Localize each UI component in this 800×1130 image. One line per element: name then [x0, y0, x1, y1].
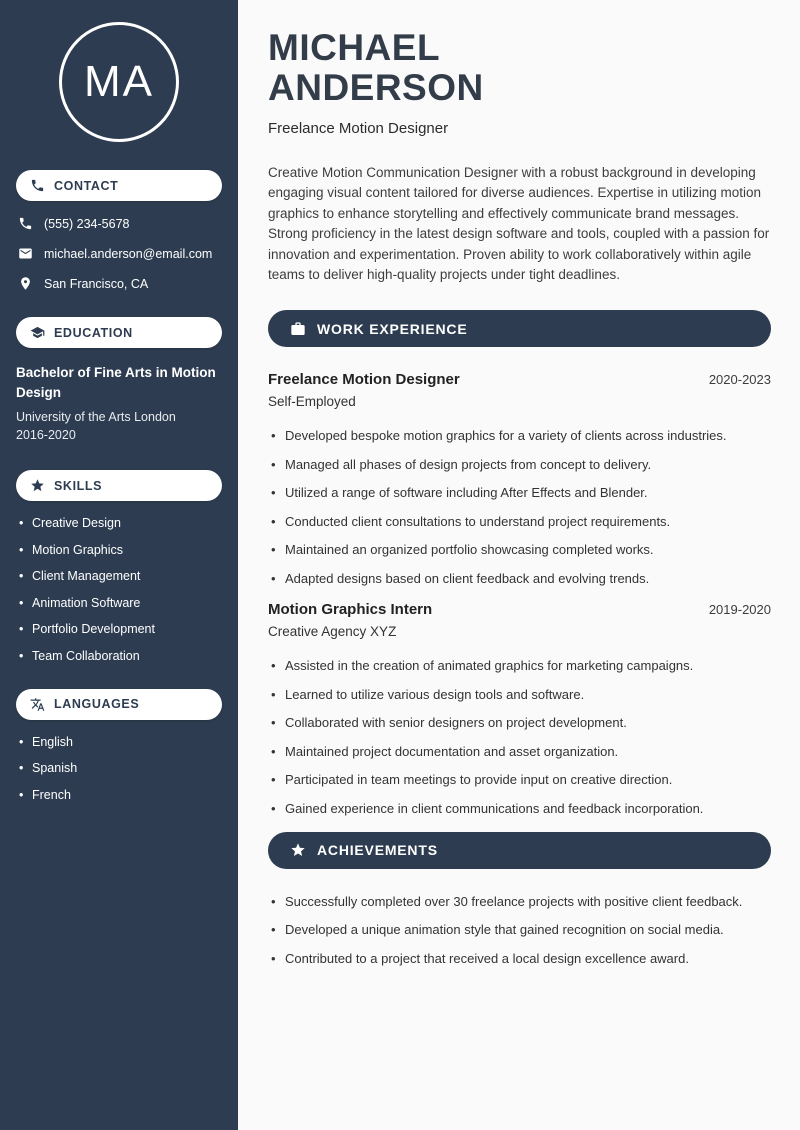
- contact-location: [18, 276, 220, 291]
- job-entry: [268, 601, 771, 817]
- job-bullet: • Maintained an organized portfolio showcasing completed works.: [268, 541, 771, 559]
- contact-email-value: michael.anderson@email.com: [44, 246, 213, 261]
- email-icon: [18, 246, 33, 261]
- skill-item: • Client Management: [18, 569, 220, 583]
- contact-location-value: San Francisco, CA: [44, 276, 149, 291]
- job-company: Self-Employed: [268, 394, 356, 409]
- translate-icon: [30, 697, 45, 712]
- job-bullet: • Maintained project documentation and asset organization.: [268, 743, 771, 761]
- language-item: • English: [18, 735, 220, 749]
- languages-heading-label: LANGUAGES: [54, 697, 140, 712]
- language-item: • French: [18, 788, 220, 802]
- avatar: [59, 22, 179, 142]
- job-bullet: • Participated in team meetings to provide input on creative direction.: [268, 771, 771, 789]
- person-job-title: Freelance Motion Designer: [268, 119, 449, 137]
- job-head: [268, 371, 771, 388]
- star-icon: [290, 842, 306, 858]
- skills-section: [16, 470, 222, 663]
- skill-item: • Portfolio Development: [18, 622, 220, 636]
- work-experience-banner: [268, 310, 771, 347]
- avatar-initials: MA: [84, 57, 154, 106]
- person-name: [268, 28, 771, 108]
- education-degree: Bachelor of Fine Arts in Motion Design: [16, 365, 216, 400]
- skill-item: • Creative Design: [18, 516, 220, 530]
- job-bullet: • Learned to utilize various design tools and software.: [268, 686, 771, 704]
- skills-heading: [16, 470, 222, 501]
- job-dates: 2019-2020: [708, 602, 771, 618]
- job-title: Motion Graphics Intern: [268, 601, 433, 619]
- briefcase-icon: [290, 321, 306, 337]
- graduation-cap-icon: [30, 325, 45, 340]
- achievement-bullet: • Developed a unique animation style that gained recognition on social media.: [268, 921, 771, 939]
- job-dates: 2020-2023: [708, 372, 771, 387]
- contact-section: [16, 170, 222, 291]
- job-bullets: [268, 657, 771, 817]
- job-bullet: • Collaborated with senior designers on project development.: [268, 714, 771, 732]
- skills-list: [18, 516, 220, 663]
- achievement-bullet: • Successfully completed over 30 freelance projects with positive client feedback.: [268, 893, 771, 911]
- job-bullet: • Gained experience in client communications and feedback incorporation.: [268, 800, 771, 818]
- education-section: [16, 317, 222, 444]
- achievements-heading: ACHIEVEMENTS: [317, 842, 438, 859]
- languages-heading: [16, 689, 222, 720]
- first-name: MICHAEL: [268, 27, 441, 68]
- star-icon: [30, 478, 45, 493]
- main-column: [238, 0, 800, 1130]
- education-heading: [16, 317, 222, 348]
- phone-icon: [30, 178, 45, 193]
- education-heading-label: EDUCATION: [54, 325, 133, 340]
- job-bullet: • Conducted client consultations to understand project requirements.: [268, 513, 771, 531]
- job-bullet: • Managed all phases of design projects from concept to delivery.: [268, 456, 771, 474]
- languages-list: [18, 735, 220, 802]
- achievements-banner: [268, 832, 771, 869]
- job-bullets: [268, 427, 771, 587]
- contact-phone: [18, 216, 220, 231]
- job-bullet: • Utilized a range of software including After Effects and Blender.: [268, 484, 771, 502]
- skill-item: • Motion Graphics: [18, 543, 220, 557]
- achievements-list: [268, 893, 771, 968]
- contact-heading: [16, 170, 222, 201]
- location-icon: [18, 276, 33, 291]
- language-item: • Spanish: [18, 761, 220, 775]
- education-years: 2016-2020: [16, 428, 76, 443]
- contact-phone-value: (555) 234-5678: [44, 216, 130, 231]
- job-entry: [268, 371, 771, 587]
- work-experience-heading: WORK EXPERIENCE: [317, 320, 468, 337]
- sidebar: [0, 0, 238, 1130]
- skill-item: • Team Collaboration: [18, 649, 220, 663]
- contact-email: [18, 246, 220, 261]
- job-title: Freelance Motion Designer: [268, 371, 460, 388]
- skill-item: • Animation Software: [18, 596, 220, 610]
- job-bullet: • Assisted in the creation of animated graphics for marketing campaigns.: [268, 657, 771, 675]
- achievement-bullet: • Contributed to a project that received a local design excellence award.: [268, 950, 771, 968]
- job-bullet: • Developed bespoke motion graphics for a variety of clients across industries.: [268, 427, 771, 445]
- education-school: University of the Arts London: [16, 410, 176, 425]
- phone-icon: [18, 216, 33, 231]
- skills-heading-label: SKILLS: [54, 478, 103, 493]
- job-company: Creative Agency XYZ: [268, 624, 397, 640]
- contact-heading-label: CONTACT: [54, 178, 119, 193]
- job-bullet: • Adapted designs based on client feedback and evolving trends.: [268, 570, 771, 588]
- job-head: [268, 601, 771, 618]
- profile-summary: Creative Motion Communication Designer with a robust background in developing engaging visual content tailored for diverse audiences. Expertise in utilizing motion graphics to enhance storytelling and effectively communicate brand messages. Strong proficiency in the latest design software and tools, coupled with a passion for innovation and experimentation. Proven ability to work collaboratively within agile teams to deliver high-quality projects under tight deadlines.: [268, 164, 770, 283]
- languages-section: [16, 689, 222, 802]
- last-name: ANDERSON: [268, 66, 484, 108]
